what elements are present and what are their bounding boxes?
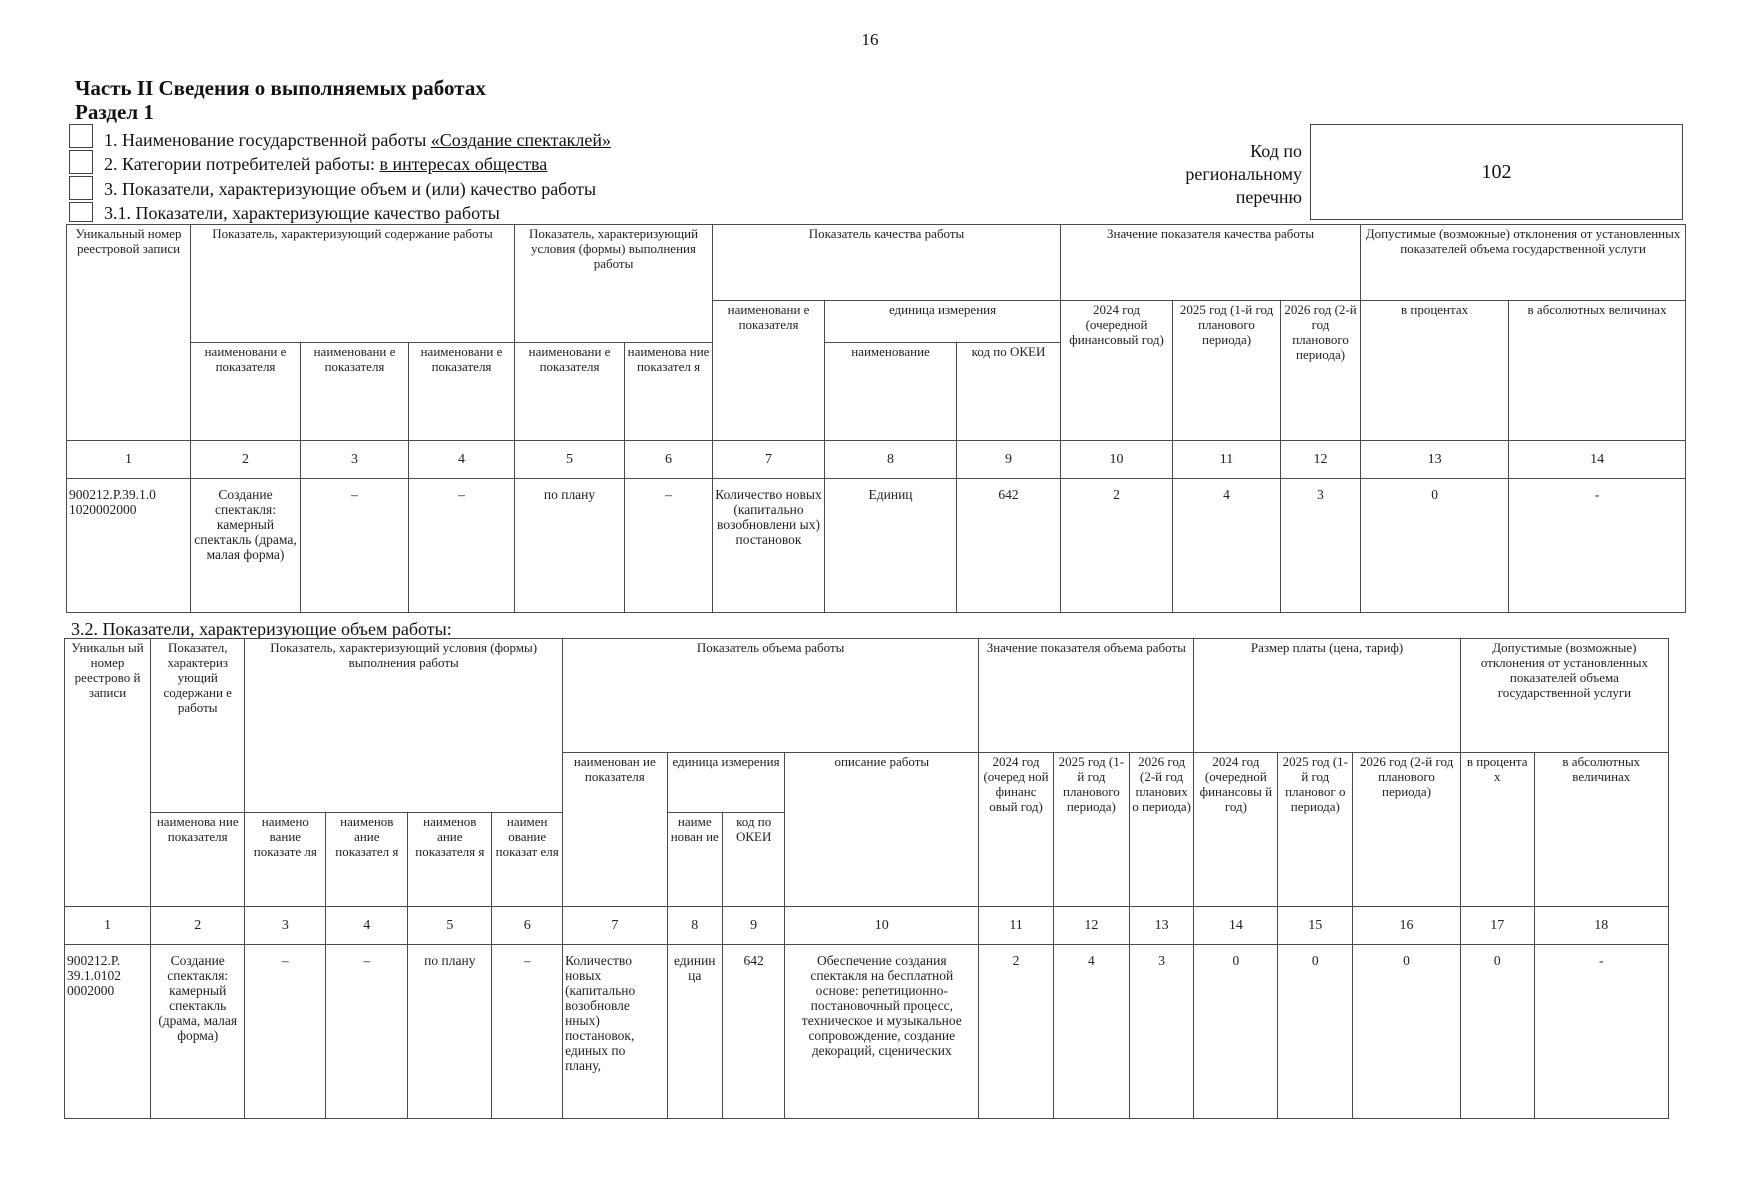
col-number: 8 <box>667 907 722 945</box>
section-title: Раздел 1 <box>75 100 154 124</box>
cell-value: 2 <box>1061 479 1173 613</box>
cell-value: 4 <box>1173 479 1281 613</box>
th-sub-name: наименовани е показателя <box>191 343 301 441</box>
th-fee: Размер платы (цена, тариф) <box>1194 639 1460 753</box>
th-year-2026: 2026 год (2-й год планового периода) <box>1281 301 1361 441</box>
th-unique-number: Уникальный номер реестровой записи <box>67 225 191 441</box>
cell-value: - <box>1534 945 1668 1119</box>
col-number: 6 <box>625 441 713 479</box>
col-number: 11 <box>979 907 1054 945</box>
th-percent: в процента х <box>1460 753 1534 907</box>
th-unit-name: наиме нован ие <box>667 813 722 907</box>
th-fee-2024: 2024 год (очередной финансовы й год) <box>1194 753 1278 907</box>
cell-value: по плану <box>408 945 492 1119</box>
col-number: 4 <box>326 907 408 945</box>
th-unit-name: наименование <box>825 343 957 441</box>
cell-indicator-name: Количество новых (капитально возобновле нных) постановок, единых по плану, <box>563 945 668 1119</box>
part-title: Часть II Сведения о выполняемых работах <box>75 76 486 100</box>
col-number: 2 <box>151 907 245 945</box>
checkbox-3 <box>69 176 93 200</box>
th-volume-2024: 2024 год (очеред ной финанс овый год) <box>979 753 1054 907</box>
work-name-label: 1. Наименование государственной работы <box>104 130 431 150</box>
cell-registry-number: 900212.Р.39.1.0 1020002000 <box>67 479 191 613</box>
page-number: 16 <box>861 30 879 49</box>
th-sub-name: наимено вание показате ля <box>245 813 326 907</box>
cell-okei: 642 <box>957 479 1061 613</box>
th-okei: код по ОКЕИ <box>722 813 785 907</box>
col-number: 2 <box>191 441 301 479</box>
th-conditions-indicator: Показатель, характеризующий условия (формы) выполнения работы <box>245 639 563 813</box>
col-number: 9 <box>957 441 1061 479</box>
checkbox-2 <box>69 150 93 174</box>
code-label-line: Код по <box>1250 141 1302 161</box>
cell-value: – <box>409 479 515 613</box>
col-number: 13 <box>1361 441 1509 479</box>
col-number: 10 <box>785 907 979 945</box>
cell-value: – <box>326 945 408 1119</box>
th-deviation: Допустимые (возможные) отклонения от установленных показателей объема государственной услуги <box>1460 639 1668 753</box>
regional-code-value: 102 <box>1310 124 1683 220</box>
quality-indicators-line: 3.1. Показатели, характеризующие качество работы <box>104 203 500 223</box>
th-absolute: в абсолютных величинах <box>1509 301 1686 441</box>
th-sub-name: наименова ние показател я <box>625 343 713 441</box>
col-number: 14 <box>1509 441 1686 479</box>
col-number: 7 <box>563 907 668 945</box>
th-sub-name: наименов ание показателя я <box>408 813 492 907</box>
th-fee-2026: 2026 год (2-й год планового периода) <box>1353 753 1461 907</box>
code-label-line: региональному <box>1185 164 1302 184</box>
cell-content: Создание спектакля: камерный спектакль (драма, малая форма) <box>151 945 245 1119</box>
th-content-indicator: Показател, характериз ующий содержани е работы <box>151 639 245 813</box>
th-indicator-name: наименовани е показателя <box>713 301 825 441</box>
code-label-line: перечню <box>1235 187 1302 207</box>
col-number: 7 <box>713 441 825 479</box>
th-quality-indicator: Показатель качества работы <box>713 225 1061 301</box>
col-number: 12 <box>1281 441 1361 479</box>
th-sub-name: наименовани е показателя <box>301 343 409 441</box>
cell-unit-name: единин ца <box>667 945 722 1119</box>
col-number: 3 <box>245 907 326 945</box>
cell-value: 3 <box>1129 945 1194 1119</box>
col-number: 13 <box>1129 907 1194 945</box>
cell-value: – <box>625 479 713 613</box>
cell-value: - <box>1509 479 1686 613</box>
th-quality-values: Значение показателя качества работы <box>1061 225 1361 301</box>
cell-value: – <box>301 479 409 613</box>
col-number: 4 <box>409 441 515 479</box>
checkbox-1 <box>69 124 93 148</box>
col-number: 11 <box>1173 441 1281 479</box>
work-name-value: «Создание спектаклей» <box>430 130 612 150</box>
col-number: 6 <box>492 907 563 945</box>
cell-content: Создание спектакля: камерный спектакль (драма, малая форма) <box>191 479 301 613</box>
cell-value: 0 <box>1353 945 1461 1119</box>
col-number: 1 <box>65 907 151 945</box>
cell-value: – <box>492 945 563 1119</box>
th-okei: код по ОКЕИ <box>957 343 1061 441</box>
th-unit: единица измерения <box>825 301 1061 343</box>
col-number: 5 <box>515 441 625 479</box>
th-volume-indicator: Показатель объема работы <box>563 639 979 753</box>
indicators-line: 3. Показатели, характеризующие объем и (или) качество работы <box>104 179 597 199</box>
quality-table <box>66 224 1686 613</box>
cell-value: 4 <box>1053 945 1129 1119</box>
volume-table <box>64 638 1669 1119</box>
th-content-indicator: Показатель, характеризующий содержание работы <box>191 225 515 343</box>
th-description: описание работы <box>785 753 979 907</box>
th-conditions-indicator: Показатель, характеризующий условия (формы) выполнения работы <box>515 225 713 343</box>
col-number: 10 <box>1061 441 1173 479</box>
th-year-2024: 2024 год (очередной финансовый год) <box>1061 301 1173 441</box>
cell-unit-name: Единиц <box>825 479 957 613</box>
th-unique-number: Уникальн ый номер реестрово й записи <box>65 639 151 907</box>
col-number: 5 <box>408 907 492 945</box>
th-volume-values: Значение показателя объема работы <box>979 639 1194 753</box>
th-deviation: Допустимые (возможные) отклонения от установленных показателей объема государственной услуги <box>1361 225 1686 301</box>
consumers-label: 2. Категории потребителей работы: <box>104 154 380 174</box>
consumers-value: в интересах общества <box>379 154 548 174</box>
cell-value: 0 <box>1278 945 1353 1119</box>
th-fee-2025: 2025 год (1-й год плановог о периода) <box>1278 753 1353 907</box>
cell-indicator-name: Количество новых (капитально возобновлени ых) постановок <box>713 479 825 613</box>
th-unit: единица измерения <box>667 753 785 813</box>
th-sub-name: наименов ание показател я <box>326 813 408 907</box>
col-number: 3 <box>301 441 409 479</box>
cell-value: 0 <box>1194 945 1278 1119</box>
col-number: 12 <box>1053 907 1129 945</box>
col-number: 1 <box>67 441 191 479</box>
th-sub-name: наимен ование показат еля <box>492 813 563 907</box>
col-number: 18 <box>1534 907 1668 945</box>
regional-code-label <box>1140 140 1302 209</box>
col-number: 8 <box>825 441 957 479</box>
col-number: 15 <box>1278 907 1353 945</box>
cell-value: 3 <box>1281 479 1361 613</box>
cell-value: по плану <box>515 479 625 613</box>
th-sub-name: наименовани е показателя <box>409 343 515 441</box>
checkbox-4 <box>69 202 93 222</box>
cell-value: 0 <box>1460 945 1534 1119</box>
th-indicator-name: наименован ие показателя <box>563 753 668 907</box>
col-number: 16 <box>1353 907 1461 945</box>
cell-value: – <box>245 945 326 1119</box>
th-absolute: в абсолютных величинах <box>1534 753 1668 907</box>
cell-value: 2 <box>979 945 1054 1119</box>
cell-registry-number: 900212.Р. 39.1.0102 0002000 <box>65 945 151 1119</box>
cell-value: 0 <box>1361 479 1509 613</box>
consumers-line <box>104 154 547 175</box>
th-percent: в процентах <box>1361 301 1509 441</box>
volume-section-title: 3.2. Показатели, характеризующие объем работы: <box>71 619 452 639</box>
col-number: 17 <box>1460 907 1534 945</box>
th-volume-2026: 2026 год (2-й год планових о периода) <box>1129 753 1194 907</box>
col-number: 9 <box>722 907 785 945</box>
work-name-line <box>104 130 611 151</box>
th-sub-name: наименова ние показателя <box>151 813 245 907</box>
cell-okei: 642 <box>722 945 785 1119</box>
th-volume-2025: 2025 год (1-й год планового периода) <box>1053 753 1129 907</box>
cell-description: Обеспечение создания спектакля на бесплатной основе: репетиционно-постановочный процесс, техническое и музыкальное сопровождение, создание декораций, сценических <box>785 945 979 1119</box>
th-year-2025: 2025 год (1-й год планового периода) <box>1173 301 1281 441</box>
col-number: 14 <box>1194 907 1278 945</box>
th-sub-name: наименовани е показателя <box>515 343 625 441</box>
